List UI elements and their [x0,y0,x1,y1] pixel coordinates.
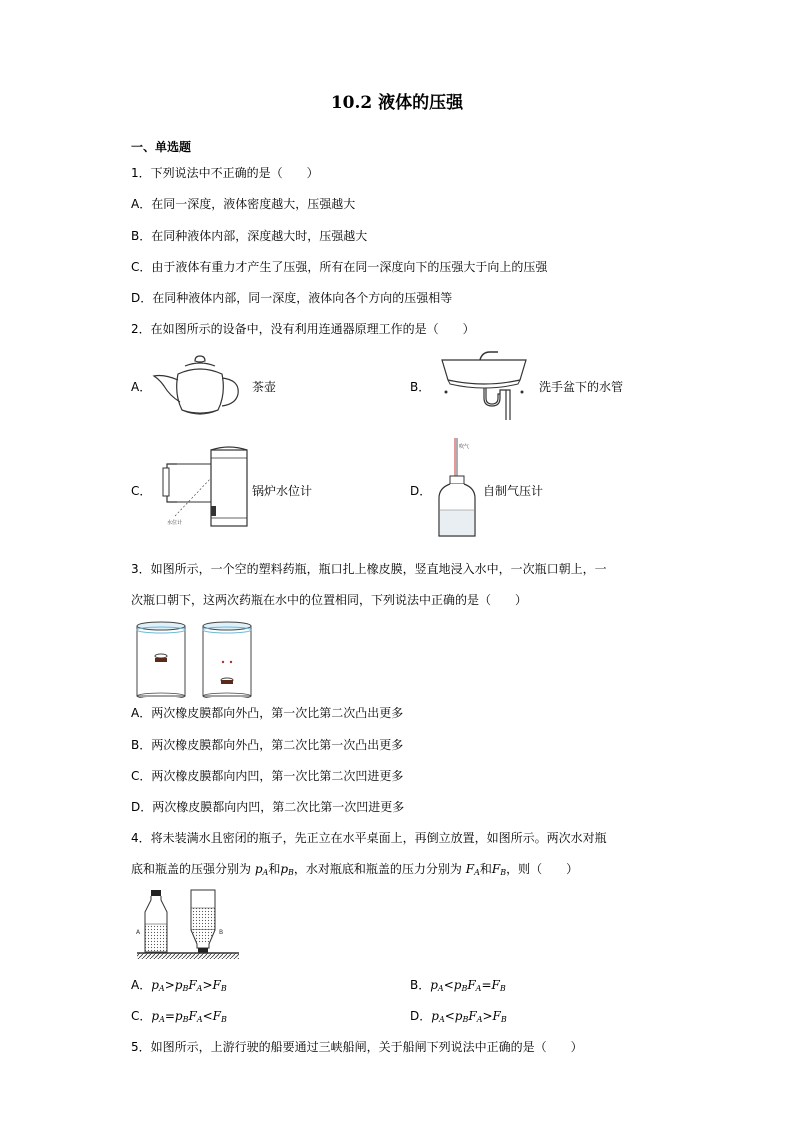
boiler-level-gauge-figure [155,444,250,532]
homemade-barometer-figure [435,436,480,542]
q2-option-d-label: D． [410,484,432,498]
section-heading: 一、单选题 [131,140,192,154]
teapot-figure [150,352,250,418]
q2-stem: 2．在如图所示的设备中，没有利用连通器原理工作的是（ ） [131,322,475,336]
q4-option-d: D．$p_A<p_BF_A>F_B$ [410,1009,507,1024]
washbasin-figure [440,350,530,420]
page-title: 10.2 液体的压强 [330,93,464,113]
q2-option-c-caption: 锅炉水位计 [252,484,313,498]
q2-option-b-label: B． [410,380,431,394]
q1-option-c: C．由于液体有重力才产生了压强，所有在同一深度向下的压强大于向上的压强 [131,260,548,274]
q4-option-b: B．$p_A<p_BF_A=F_B$ [410,978,506,993]
q1-option-d: D．在同种液体内部，同一深度，液体向各个方向的压强相等 [131,291,453,305]
q2-option-a-label: A． [131,380,152,394]
q3-option-c: C．两次橡皮膜都向内凹，第一次比第二次凹进更多 [131,769,404,783]
q2-option-d-caption: 自制气压计 [483,484,544,498]
q4-option-c: C．$p_A=p_BF_A<F_B$ [131,1009,227,1024]
q4-stem-line1: 4．将未装满水且密闭的瓶子，先正立在水平桌面上，再倒立放置，如图所示。两次水对瓶 [131,831,607,845]
gauge-small-label: 水位计 [167,520,183,526]
q1-option-a: A．在同一深度，液体密度越大，压强越大 [131,197,356,211]
q1-option-b: B．在同种液体内部，深度越大时，压强越大 [131,229,368,243]
q3-stem-line1: 3．如图所示，一个空的塑料药瓶，瓶口扎上橡皮膜，竖直地浸入水中，一次瓶口朝上，一 [131,562,607,576]
q3-option-b: B．两次橡皮膜都向外凸，第二次比第一次凸出更多 [131,738,404,752]
q2-option-c-label: C． [131,484,152,498]
q1-stem: 1．下列说法中不正确的是（ ） [131,166,319,180]
q4-option-a: A．$p_A>p_BF_A>F_B$ [131,978,227,993]
barometer-small-label: 吹气 [459,444,470,450]
q2-option-a-caption: 茶壶 [252,380,277,394]
q3-option-a: A．两次橡皮膜都向外凸，第一次比第二次凸出更多 [131,706,404,720]
fig-label-a: A [136,929,141,936]
sealed-bottles-figure [135,886,245,962]
q3-stem-line2: 次瓶口朝下，这两次药瓶在水中的位置相同，下列说法中正确的是（ ） [131,593,528,607]
medicine-bottles-figure [131,616,261,698]
fig-label-b: B [219,929,224,936]
q3-option-d: D．两次橡皮膜都向内凹，第二次比第一次凹进更多 [131,800,405,814]
q2-option-b-caption: 洗手盆下的水管 [539,380,624,394]
q4-stem-line2: 底和瓶盖的压强分别为 $p_A$和$p_B$，水对瓶底和瓶盖的压力分别为 $F_A$和$F_B$，则（ ） [131,862,579,877]
q5-stem: 5．如图所示，上游行驶的船要通过三峡船闸，关于船闸下列说法中正确的是（ ） [131,1040,583,1054]
